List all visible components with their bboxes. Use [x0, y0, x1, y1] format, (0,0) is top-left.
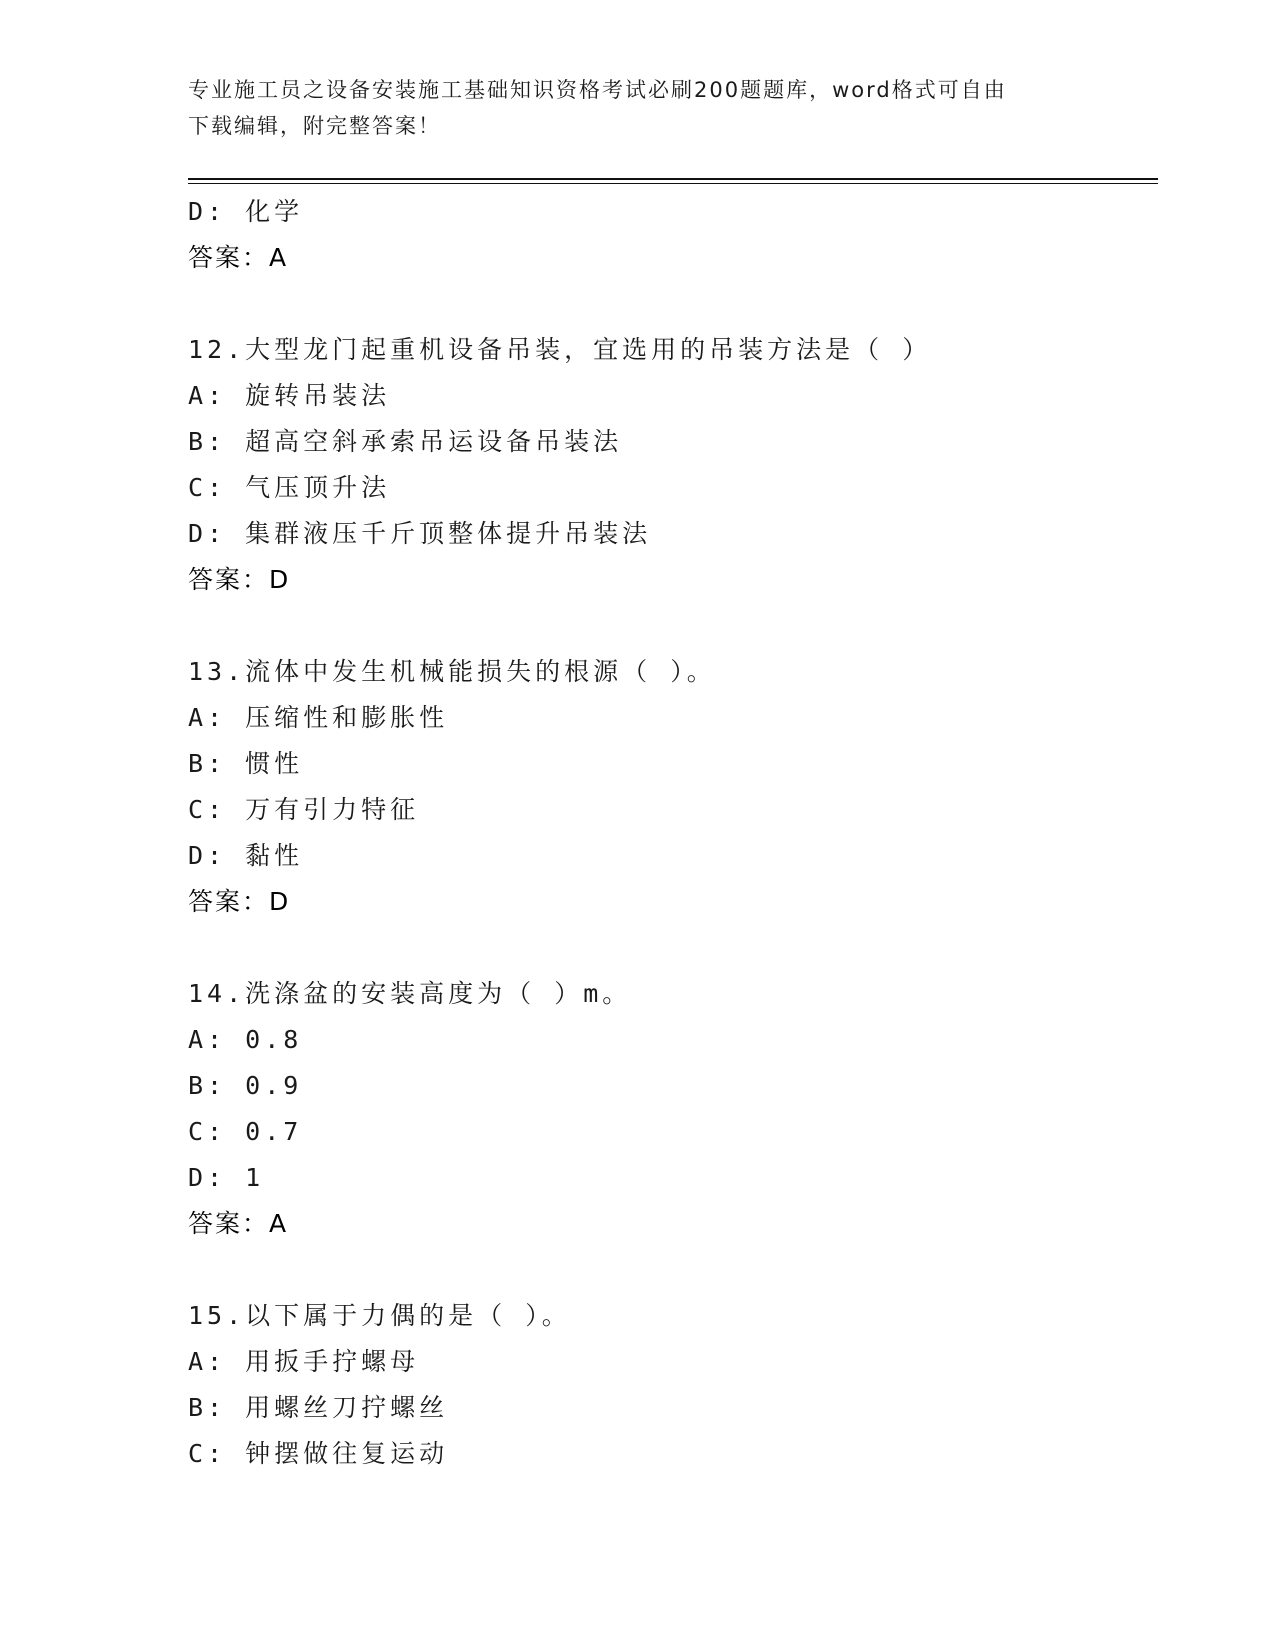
question-stem: 14.洗涤盆的安装高度为（ ）m。 — [188, 979, 632, 1008]
option-c: C: 气压顶升法 — [188, 473, 391, 502]
option-a: A: 旋转吊装法 — [188, 381, 391, 410]
answer-line: 答案：D — [188, 565, 291, 594]
option-b: B: 惯性 — [188, 749, 304, 778]
option-a: A: 压缩性和膨胀性 — [188, 703, 449, 732]
question-spacer — [188, 925, 1168, 971]
document-header — [188, 72, 1068, 144]
question-13 — [188, 649, 1168, 925]
question-stem: 12.大型龙门起重机设备吊装，宜选用的吊装方法是（ ） — [188, 335, 932, 364]
question-14 — [188, 971, 1168, 1247]
option-a: A: 用扳手拧螺母 — [188, 1347, 420, 1376]
question-stem: 13.流体中发生机械能损失的根源（ ）。 — [188, 657, 716, 686]
answer-line: 答案：D — [188, 887, 291, 916]
option-c: C: 万有引力特征 — [188, 795, 420, 824]
option-c: C: 钟摆做往复运动 — [188, 1439, 449, 1468]
question-12 — [188, 327, 1168, 603]
option-a: A: 0.8 — [188, 1025, 303, 1054]
header-divider-thin — [188, 183, 1158, 184]
question-spacer — [188, 603, 1168, 649]
option-c: C: 0.7 — [188, 1117, 303, 1146]
question-15 — [188, 1293, 1168, 1477]
header-title-line-2: 下载编辑，附完整答案！ — [188, 114, 441, 138]
question-spacer — [188, 281, 1168, 327]
question-11-tail — [188, 189, 1168, 281]
option-b: B: 用螺丝刀拧螺丝 — [188, 1393, 449, 1422]
option-d: D: 1 — [188, 1163, 265, 1192]
option-d: D: 化学 — [188, 197, 304, 226]
option-d: D: 集群液压千斤顶整体提升吊装法 — [188, 519, 652, 548]
answer-line: 答案：A — [188, 1209, 289, 1238]
question-spacer — [188, 1247, 1168, 1293]
option-b: B: 0.9 — [188, 1071, 303, 1100]
header-title-line-1: 专业施工员之设备安装施工基础知识资格考试必刷200题题库，word格式可自由 — [188, 78, 1007, 102]
answer-line: 答案：A — [188, 243, 289, 272]
option-d: D: 黏性 — [188, 841, 304, 870]
question-stem: 15.以下属于力偶的是（ ）。 — [188, 1301, 571, 1330]
question-content — [188, 189, 1168, 1477]
header-divider-thick — [188, 178, 1158, 180]
option-b: B: 超高空斜承索吊运设备吊装法 — [188, 427, 623, 456]
